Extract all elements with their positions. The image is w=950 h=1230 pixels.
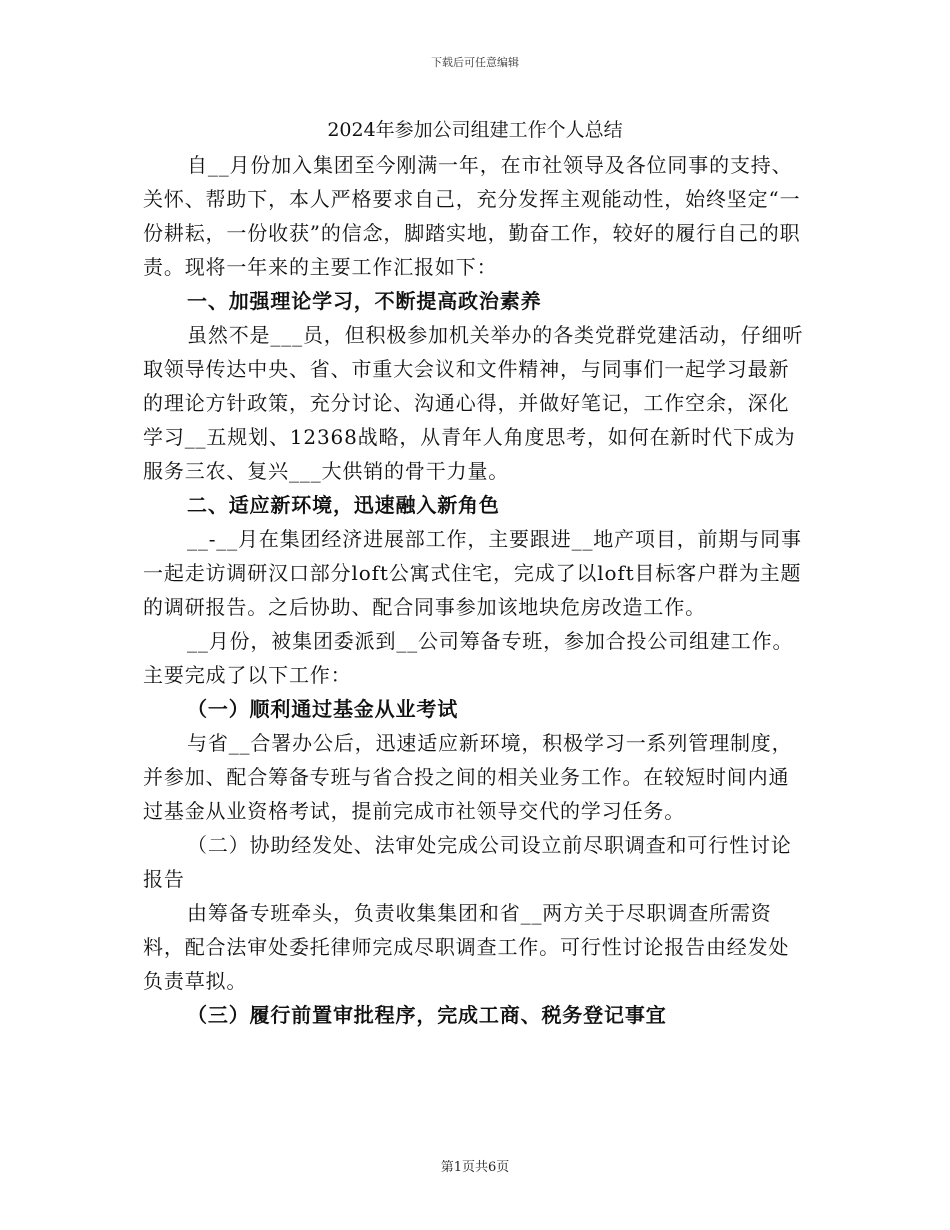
paragraph-assignment: __月份，被集团委派到__公司筹备专班，参加合投公司组建工作。主要完成了以下工作： — [143, 629, 794, 687]
header-note: 下载后可任意编辑 — [431, 56, 519, 69]
section-heading-2: 二、适应新环境，迅速融入新角色 — [187, 493, 500, 517]
paragraph-theory-study: 虽然不是___员，但积极参加机关举办的各类党群党建活动，仔细听取领导传达中央、省、市重大会议和文件精神，与同事们一起学习最新的理论方针政策，充分讨论、沟通心得，并做好笔记，工作空余，深化学习__五规划、12368战略，从青年人角度思考，如何在新时代下成为服务三农、复兴___大供销的骨干力量。 — [143, 323, 804, 483]
document-title: 2024年参加公司组建工作个人总结 — [327, 119, 623, 141]
subsection-heading-3: （三）履行前置审批程序，完成工商、税务登记事宜 — [187, 1003, 667, 1027]
document-body — [143, 148, 809, 1032]
page-number: 第1页共6页 — [440, 1160, 510, 1175]
paragraph-economic-dept: __-__月在集团经济进展部工作，主要跟进__地产项目，前期与同事一起走访调研汉口部分loft公寓式住宅，完成了以loft目标客户群为主题的调研报告。之后协助、配合同事参加该地块危房改造工作。 — [143, 527, 802, 619]
subsection-heading-2: （二）协助经发处、法审处完成公司设立前尽职调查和可行性讨论报告 — [143, 833, 792, 891]
paragraph-fund-exam: 与省__合署办公后，迅速适应新环境，积极学习一系列管理制度，并参加、配合筹备专班与省合投之间的相关业务工作。在较短时间内通过基金从业资格考试，提前完成市社领导交代的学习任务。 — [143, 731, 793, 823]
paragraph-intro: 自__月份加入集团至今刚满一年，在市社领导及各位同事的支持、关怀、帮助下，本人严格要求自己，充分发挥主观能动性，始终坚定“一份耕耘，一份收获”的信念，脚踏实地，勤奋工作，较好的履行自己的职责。现将一年来的主要工作汇报如下： — [143, 153, 801, 279]
paragraph-due-diligence: 由筹备专班牵头，负责收集集团和省__两方关于尽职调查所需资料，配合法审处委托律师完成尽职调查工作。可行性讨论报告由经发处负责草拟。 — [143, 901, 790, 993]
section-heading-1: 一、加强理论学习，不断提高政治素养 — [187, 289, 542, 313]
subsection-heading-1: （一）顺利通过基金从业考试 — [187, 697, 459, 721]
